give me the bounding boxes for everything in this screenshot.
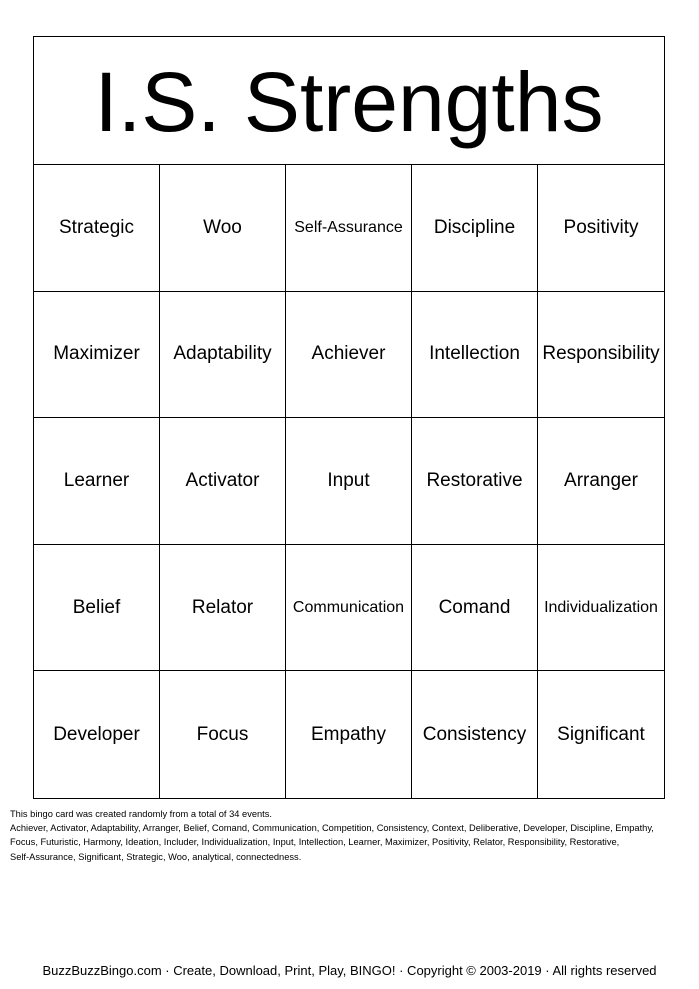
- bingo-cell: Relator: [160, 545, 286, 672]
- bingo-cell: Discipline: [412, 165, 538, 292]
- events-note-list-line: Self-Assurance, Significant, Strategic, Woo, analytical, connectedness.: [10, 851, 302, 862]
- bingo-card: [33, 36, 665, 799]
- bingo-cell: Restorative: [412, 418, 538, 545]
- bingo-grid: [34, 165, 664, 798]
- bingo-cell: Focus: [160, 671, 286, 798]
- bingo-cell: Developer: [34, 671, 160, 798]
- bingo-cell: Arranger: [538, 418, 664, 545]
- bingo-cell: Strategic: [34, 165, 160, 292]
- bingo-cell: Maximizer: [34, 292, 160, 419]
- bingo-cell: Positivity: [538, 165, 664, 292]
- bingo-cell: Adaptability: [160, 292, 286, 419]
- card-title: I.S. Strengths: [94, 54, 604, 149]
- bingo-cell: Belief: [34, 545, 160, 672]
- bingo-cell: Intellection: [412, 292, 538, 419]
- bingo-cell: Individualization: [538, 545, 664, 672]
- bingo-cell: Responsibility: [538, 292, 664, 419]
- events-note-list-line: Focus, Futuristic, Harmony, Ideation, Includer, Individualization, Input, Intellection, Learner, Maximizer, Positivity, Relator, Responsibility, Restorative,: [10, 837, 620, 848]
- events-note: [10, 807, 690, 864]
- bingo-cell: Woo: [160, 165, 286, 292]
- bingo-cell: Input: [286, 418, 412, 545]
- bingo-cell: Learner: [34, 418, 160, 545]
- bingo-cell: Comand: [412, 545, 538, 672]
- bingo-cell: Self-Assurance: [286, 165, 412, 292]
- bingo-cell: Activator: [160, 418, 286, 545]
- bingo-cell: Consistency: [412, 671, 538, 798]
- title-row: [34, 37, 664, 165]
- bingo-cell: Empathy: [286, 671, 412, 798]
- bingo-cell: Achiever: [286, 292, 412, 419]
- events-note-list-line: Achiever, Activator, Adaptability, Arranger, Belief, Comand, Communication, Competition, Consistency, Context, Deliberative, Developer, Discipline, Empathy,: [10, 823, 654, 834]
- site-footer: BuzzBuzzBingo.com · Create, Download, Print, Play, BINGO! · Copyright © 2003-2019 · All rights reserved: [42, 963, 657, 978]
- events-note-summary: This bingo card was created randomly from a total of 34 events.: [10, 809, 272, 819]
- bingo-cell: Communication: [286, 545, 412, 672]
- bingo-cell: Significant: [557, 723, 645, 745]
